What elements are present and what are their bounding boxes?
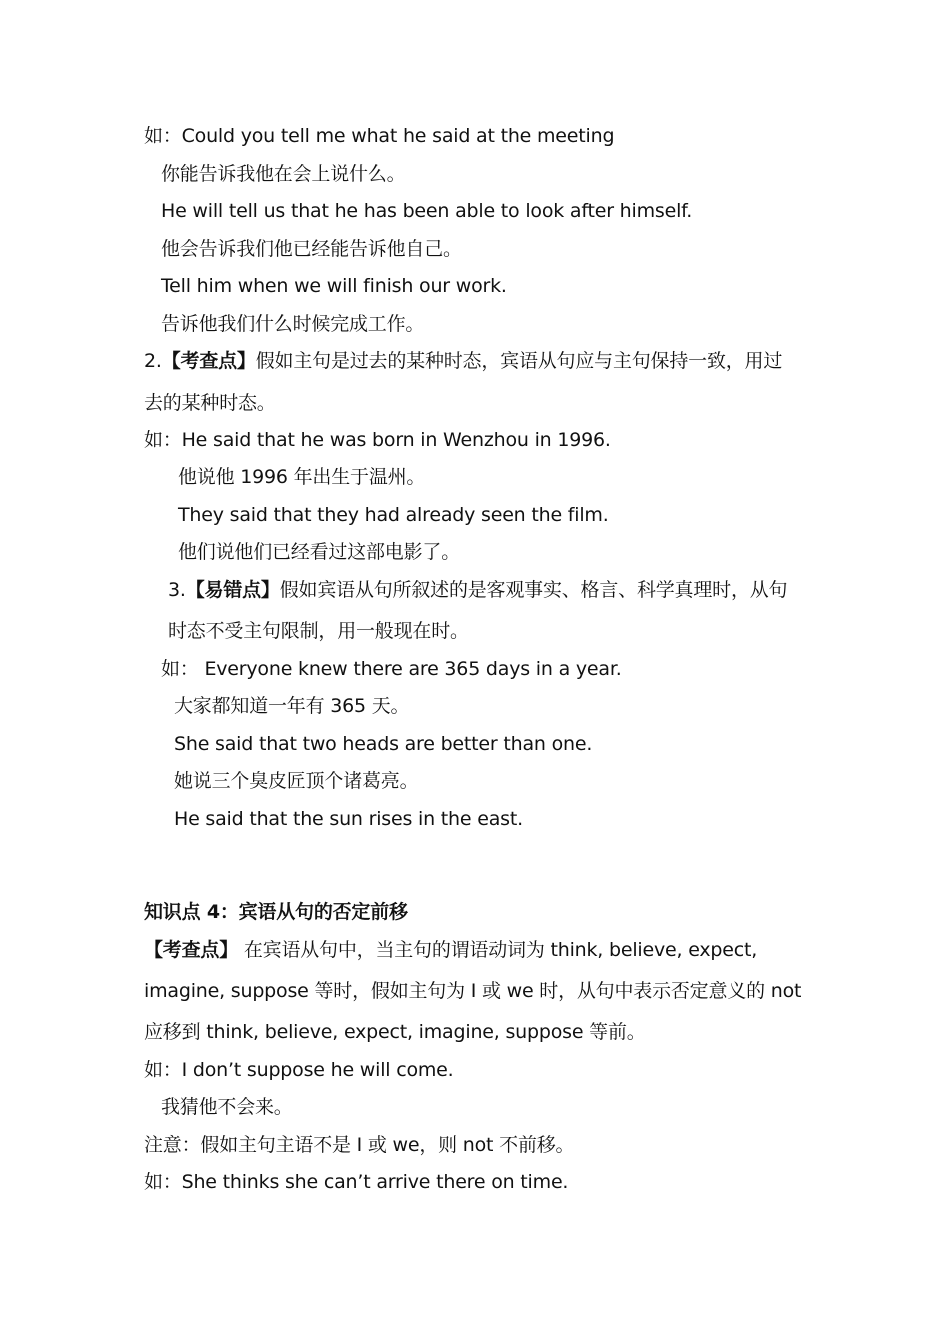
rule-text: 假如宾语从句所叙述的是客观事实、格言、科学真理时，从句 [279, 579, 788, 601]
example-line: She said that two heads are better than one. [174, 733, 593, 755]
translation-line: 她说三个臭皮匠顶个诸葛亮。 [174, 770, 419, 792]
translation-line: 他会告诉我们他已经能告诉他自己。 [161, 238, 462, 260]
rule-paragraph-continued: 时态不受主句限制，用一般现在时。 [168, 620, 469, 642]
translation-line: 我猜他不会来。 [161, 1096, 293, 1118]
rule-tag: 【考查点】 [161, 350, 256, 372]
example-line: He will tell us that he has been able to look after himself. [161, 200, 693, 222]
example-line: Tell him when we will finish our work. [161, 275, 507, 297]
translation-line: 大家都知道一年有 365 天。 [174, 695, 410, 717]
example-line: He said that the sun rises in the east. [174, 808, 523, 830]
rule-paragraph-continued: 应移到 think, believe, expect, imagine, suppose 等前。 [144, 1021, 646, 1043]
rule-text: 在宾语从句中，当主句的谓语动词为 think, believe, expect, [238, 939, 758, 961]
rule-tag: 【考查点】 [144, 939, 239, 961]
rule-tag: 【易错点】 [185, 579, 280, 601]
example-line: 如：I don’t suppose he will come. [144, 1059, 454, 1081]
rule-number: 3. [168, 579, 186, 601]
note-line: 注意：假如主句主语不是 I 或 we，则 not 不前移。 [144, 1134, 575, 1156]
example-line: 如： Everyone knew there are 365 days in a year. [161, 658, 622, 680]
rule-text: 假如主句是过去的某种时态，宾语从句应与主句保持一致，用过 [255, 350, 783, 372]
example-line: 如：He said that he was born in Wenzhou in 1996. [144, 429, 611, 451]
rule-paragraph [144, 938, 757, 962]
rule-paragraph [144, 349, 782, 373]
rule-paragraph-continued: imagine, suppose 等时，假如主句为 I 或 we 时，从句中表示否定意义的 not [144, 980, 802, 1002]
example-line: 如：Could you tell me what he said at the meeting [144, 125, 615, 147]
rule-paragraph [168, 578, 787, 602]
section-heading: 知识点 4：宾语从句的否定前移 [144, 901, 408, 923]
translation-line: 他说他 1996 年出生于温州。 [178, 466, 426, 488]
translation-line: 你能告诉我他在会上说什么。 [161, 163, 406, 185]
rule-paragraph-continued: 去的某种时态。 [144, 392, 276, 414]
example-line: 如：She thinks she can’t arrive there on time. [144, 1171, 569, 1193]
translation-line: 告诉他我们什么时候完成工作。 [161, 313, 425, 335]
translation-line: 他们说他们已经看过这部电影了。 [178, 541, 461, 563]
example-line: They said that they had already seen the film. [178, 504, 609, 526]
rule-number: 2. [144, 350, 162, 372]
